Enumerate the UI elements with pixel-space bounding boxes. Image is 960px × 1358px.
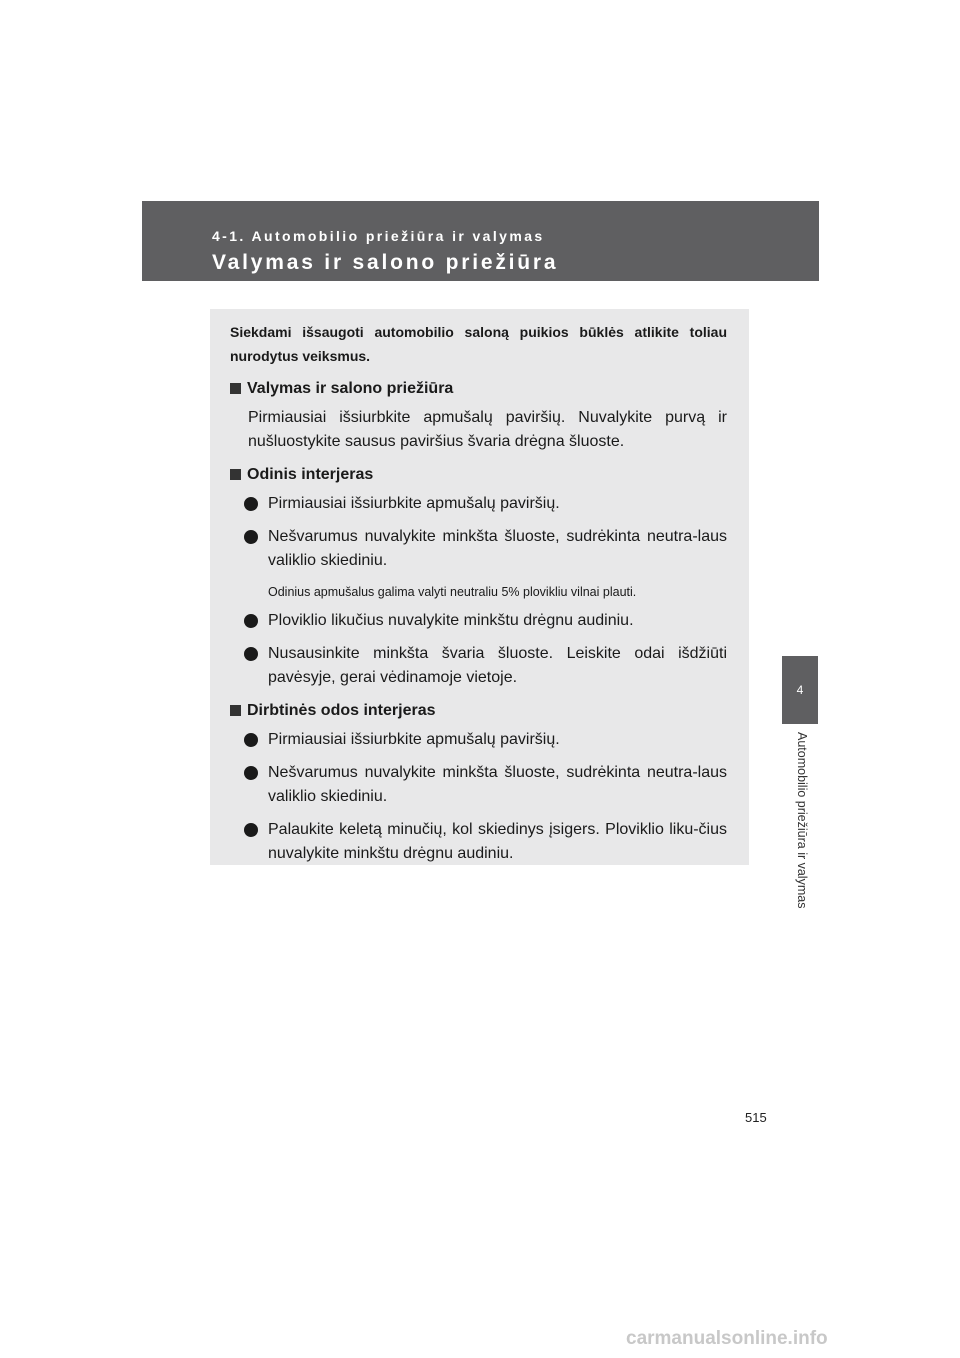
bullet-dot-icon	[244, 766, 258, 780]
heading-synthetic-label: Dirbtinės odos interjeras	[247, 702, 436, 719]
intro-text: Siekdami išsaugoti automobilio saloną puikios būklės atlikite toliau nurodytus veiksmus.	[230, 324, 727, 364]
heading-cleaning-label: Valymas ir salono priežiūra	[247, 380, 454, 397]
page-title: Valymas ir salono priežiūra	[212, 251, 559, 274]
list-item-text: Nešvarumus nuvalykite minkšta šluoste, sudrėkinta neutra-laus valiklio skiediniu.	[268, 764, 727, 805]
list-item	[268, 525, 727, 573]
list-item-text: Ploviklio likučius nuvalykite minkštu drėgnu audiniu.	[268, 612, 634, 629]
list-item	[268, 609, 727, 633]
heading-leather-label: Odinis interjeras	[247, 466, 374, 483]
list-item	[268, 642, 727, 690]
watermark: carmanualsonline.info	[626, 1328, 828, 1349]
bullet-dot-icon	[244, 647, 258, 661]
list-item-text: Nešvarumus nuvalykite minkšta šluoste, sudrėkinta neutra-laus valiklio skiediniu.	[268, 528, 727, 569]
list-item	[268, 728, 727, 752]
list-item-text: Pirmiausiai išsiurbkite apmušalų paviršių.	[268, 731, 560, 748]
heading-cleaning	[230, 378, 727, 400]
cleaning-text: Pirmiausiai išsiurbkite apmušalų paviršių. Nuvalykite purvą ir nušluostykite sausus paviršius švaria drėgna šluoste.	[248, 409, 727, 450]
chapter-tab-label: Automobilio priežiūra ir valymas	[795, 732, 809, 909]
bullet-dot-icon	[244, 530, 258, 544]
page-number: 515	[745, 1110, 767, 1125]
content-inner	[230, 320, 727, 875]
list-item	[268, 818, 727, 866]
bullet-dot-icon	[244, 823, 258, 837]
square-bullet-icon	[230, 705, 241, 716]
bullet-dot-icon	[244, 614, 258, 628]
list-item-text: Pirmiausiai išsiurbkite apmušalų paviršių.	[268, 495, 560, 512]
square-bullet-icon	[230, 383, 241, 394]
chapter-tab: 4	[782, 656, 818, 724]
list-item	[268, 761, 727, 809]
heading-leather	[230, 464, 727, 486]
list-item-text: Nusausinkite minkšta švaria šluoste. Leiskite odai išdžiūti pavėsyje, gerai vėdinamoje vietoje.	[268, 645, 727, 686]
content-box	[210, 309, 749, 865]
leather-note: Odinius apmušalus galima valyti neutraliu 5% plovikliu vilnai plauti.	[268, 585, 637, 599]
bullet-dot-icon	[244, 733, 258, 747]
list-item-text: Palaukite keletą minučių, kol skiedinys įsigers. Ploviklio liku-čius nuvalykite minkštu drėgnu audiniu.	[268, 821, 727, 862]
list-item	[268, 492, 727, 516]
bullet-dot-icon	[244, 497, 258, 511]
section-label: 4-1. Automobilio priežiūra ir valymas	[212, 228, 545, 244]
square-bullet-icon	[230, 469, 241, 480]
chapter-header	[142, 201, 819, 281]
heading-synthetic	[230, 700, 727, 722]
